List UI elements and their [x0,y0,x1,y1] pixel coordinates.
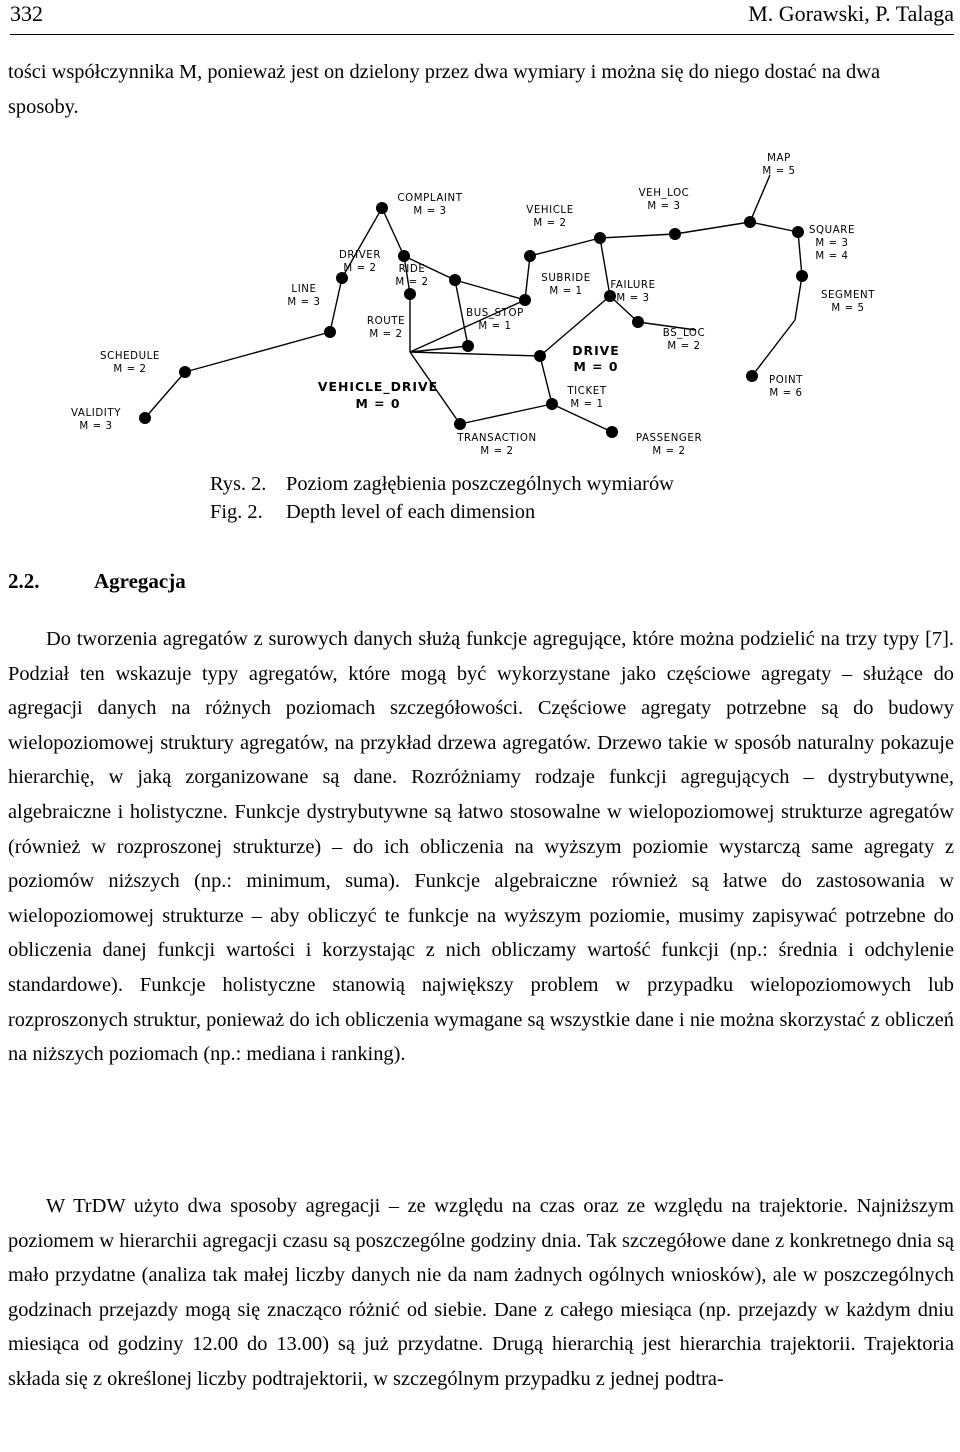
label-square-m: M = 3 [815,238,849,249]
label-schedule-m: M = 2 [113,364,147,375]
edge-square-segment [798,232,802,276]
node-route [404,288,416,300]
label-failure-name: FAILURE [610,280,656,291]
node-failure [604,290,616,302]
figure-caption-en [210,499,535,526]
label-drive-name: DRIVE [572,343,620,358]
figure-caption-en-label: Fig. 2. [210,501,263,523]
edge-segment-point [795,276,802,320]
edge-line-driver [330,278,342,332]
label-square-name: SQUARE [808,225,856,236]
node-validity [139,412,151,424]
diagram-edges [145,175,802,432]
node-segment [796,270,808,282]
node-vehicle [524,250,536,262]
edge-vehicle-failure [600,238,610,296]
label-segment-name: SEGMENT [820,290,876,301]
edge-vehicle-drive-drive [410,352,540,356]
body-paragraph: W TrDW użyto dwa sposoby agregacji – ze względu na czas oraz ze względu na trajektorie. Najniższym poziomem w hierarchii agregacji czasu są poszczególne godziny dnia. Tak szczegółowe dane z konkretnego dnia są mało przydatne (analiza tak małej liczby danych nie da nam żadnych ogólnych wniosków), ale w poszczególnych godzinach przejazdy mogą się znacząco różnić od siebie. Dane z całego miesiąca (np. przejazdy w każdym dniu miesiąca od godziny 12.00 do 13.00) są już przydatne. Drugą hierarchią jest hierarchia trajektorii. Trajektoria składa się z określonej liczby podtrajektorii, w szczególnym przypadku z jednej podtra- [8,1195,954,1390]
label-veh-loc-name: VEH_LOC [638,188,690,199]
figure-caption-en-text: Depth level of each dimension [286,501,536,523]
node-bs-loc [632,316,644,328]
diagram-nodes [139,202,808,438]
section-title: Agregacja [94,569,186,593]
label-ride-m: M = 2 [395,277,429,288]
edge-validity-schedule [145,372,185,418]
label-vehicle-drive-m: M = 0 [355,396,401,411]
node-subride [519,294,531,306]
label-validity-m: M = 3 [79,421,113,432]
label-complaint-m: M = 3 [413,206,447,217]
label-segment-m: M = 5 [831,303,865,314]
label-line-name: LINE [291,284,317,295]
edge-schedule-line [185,332,330,372]
label-point-m: M = 6 [769,388,803,399]
label-square-m2: M = 4 [815,251,849,262]
intro-paragraph: tości współczynnika M, ponieważ jest on dzielony przez dwa wymiary i można się do niego dostać na dwa sposoby. [8,61,881,118]
node-route-b [449,274,461,286]
node-line [324,326,336,338]
edge-map-top [750,175,770,222]
edge-veh-loc-a [600,234,675,238]
node-veh-loc [669,228,681,240]
section-number: 2.2. [8,569,40,593]
label-vehicle-drive-name: VEHICLE_DRIVE [317,379,439,394]
edge-veh-loc-b [675,222,750,234]
label-bus-stop-name: BUS_STOP [466,308,524,319]
node-complaint [376,202,388,214]
label-vehicle-name: VEHICLE [526,205,574,216]
page-number: 332 [10,1,43,26]
label-vehicle-m: M = 2 [533,218,567,229]
figure-caption-pl [210,471,674,498]
label-bs-loc-m: M = 2 [667,341,701,352]
label-line-m: M = 3 [287,297,321,308]
edge-vehicle-drive-bus-stop [410,346,468,352]
header-rule [10,34,954,35]
node-map [744,216,756,228]
label-schedule-name: SCHEDULE [100,351,160,362]
node-bus-stop [462,340,474,352]
label-map-name: MAP [767,153,791,164]
label-driver-name: DRIVER [338,250,382,261]
label-ride-name: RIDE [398,264,426,275]
node-point [746,370,758,382]
label-complaint-name: COMPLAINT [397,193,463,204]
node-square [792,226,804,238]
edge-drive-ticket [540,356,552,404]
label-subride-m: M = 1 [549,286,583,297]
label-ticket-name: TICKET [567,386,607,397]
label-point-name: POINT [768,375,804,386]
page-header [10,0,954,36]
node-transaction [454,418,466,430]
label-passenger-name: PASSENGER [635,433,703,444]
label-veh-loc-m: M = 3 [647,201,681,212]
edge-map-square [750,222,798,232]
edge-transaction-ticket [460,404,552,424]
label-route-name: ROUTE [366,316,406,327]
label-passenger-m: M = 2 [652,446,686,457]
label-validity-name: VALIDITY [70,408,122,419]
figure-caption-pl-text: Poziom zagłębienia poszczególnych wymiarów [286,473,674,495]
node-ride [398,250,410,262]
label-transaction-m: M = 2 [480,446,514,457]
running-title: M. Gorawski, P. Talaga [748,1,954,26]
label-bus-stop-m: M = 1 [478,321,512,332]
dimension-depth-diagram [0,140,960,470]
node-passenger [606,426,618,438]
diagram-labels [71,153,875,457]
node-vehicle-b [594,232,606,244]
label-ticket-m: M = 1 [570,399,604,410]
label-route-m: M = 2 [369,329,403,340]
node-drive [534,350,546,362]
label-bs-loc-name: BS_LOC [662,328,706,339]
section-heading [8,566,186,596]
edge-complaint-ride [382,208,404,256]
edge-point-down [752,320,795,376]
figure-caption-pl-label: Rys. 2. [210,473,267,495]
edge-subride-up [455,280,525,300]
node-ticket [546,398,558,410]
edge-subride-vehicle [525,256,530,300]
label-map-m: M = 5 [762,166,796,177]
label-transaction-name: TRANSACTION [457,433,537,444]
label-failure-m: M = 3 [616,293,650,304]
body-paragraph: Do tworzenia agregatów z surowych danych służą funkcje agregujące, które można podzielić na trzy typy [7]. Podział ten wskazuje typy agregatów, które mogą być wykorzystane jako częściowe agregaty – służące do agregacji danych na różnych poziomach szczegółowości. Częściowe agregaty potrzebne są do budowy wielopoziomowej struktury agregatów, na przykład drzewa agregatów. Drzewo takie w sposób naturalny pokazuje hierarchię, w jaką zorganizowane są dane. Rozróżniamy rodzaje funkcji agregujących – dystrybutywne, algebraiczne i holistyczne. Funkcje dystrybutywne są łatwo stosowalne w wielopoziomowej strukturze agregatów (również w rozproszonej strukturze) – do ich obliczenia na wyższym poziomie wystarczą same agregaty z poziomów niższych (np.: minimum, suma). Funkcje algebraiczne również są łatwe do zastosowania w wielopoziomowej strukturze – aby obliczyć te funkcje na wyższym poziomie, musimy zapisywać potrzebne do obliczenia danej funkcji wartości i korzystając z nich obliczamy wartość funkcji (np.: średnia i odchylenie standardowe). Funkcje holistyczne stanowią największy problem w przypadku wielopoziomowych lub rozproszonych struktur, ponieważ do ich obliczenia wymagane są wszystkie dane i nie można skorzystać z obliczeń na niższych poziomach (np.: mediana i ranking). [8,628,954,1066]
edge-vehicle-veh-loc [530,238,600,256]
label-drive-m: M = 0 [573,359,619,374]
label-driver-m: M = 2 [343,263,377,274]
node-schedule [179,366,191,378]
label-subride-name: SUBRIDE [541,273,591,284]
